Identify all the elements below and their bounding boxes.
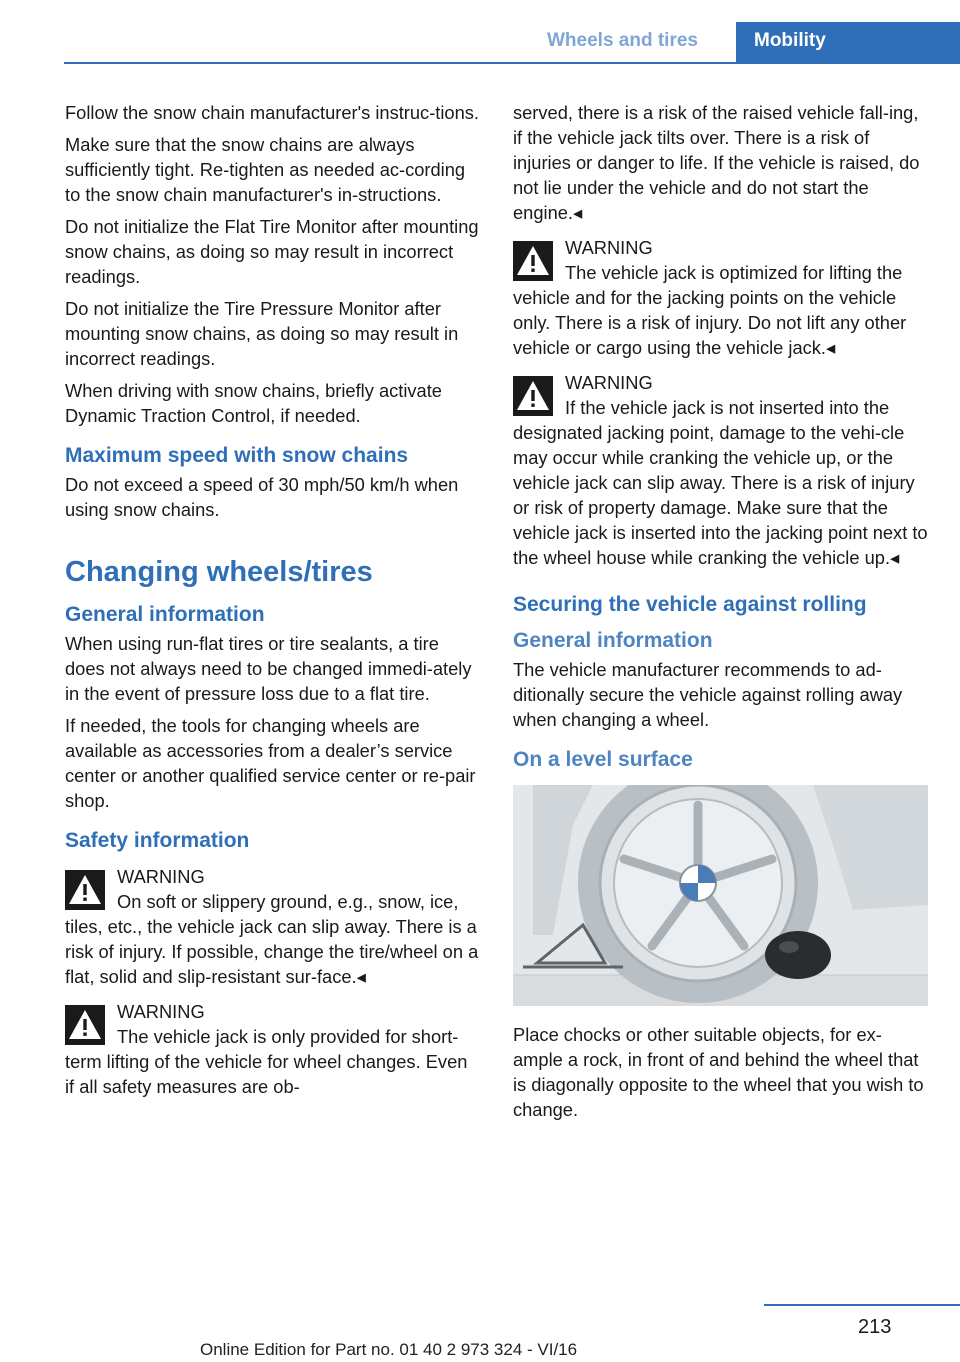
heading-max-speed: Maximum speed with snow chains <box>65 444 409 467</box>
heading-safety-information: Safety information <box>65 829 250 852</box>
warning-block <box>513 235 928 360</box>
paragraph: When using run-flat tires or tire sealants, a tire does not always need to be changed immedi-ately in the event of pressure loss due to a flat tire. <box>65 633 472 704</box>
heading-securing-vehicle: Securing the vehicle against rolling <box>513 593 867 616</box>
warning-block <box>513 370 928 570</box>
page-number: 213 <box>858 1316 892 1338</box>
warning-icon <box>65 870 105 910</box>
warning-text: The vehicle jack is optimized for lifting the vehicle and for the jacking points on the vehicle only. There is a risk of injury. Do not lift any other vehicle or cargo using the vehicle jack.◂ <box>513 262 907 358</box>
right-column <box>513 100 928 1129</box>
wheel-chock-illustration <box>513 785 928 1006</box>
heading-level-surface: On a level surface <box>513 748 693 771</box>
warning-label: WARNING <box>117 866 205 887</box>
warning-block <box>65 864 480 989</box>
paragraph: Do not exceed a speed of 30 mph/50 km/h when using snow chains. <box>65 474 459 520</box>
header-section-title: Wheels and tires <box>547 30 698 51</box>
paragraph: Do not initialize the Flat Tire Monitor after mounting snow chains, as doing so may result in incorrect readings. <box>65 216 479 287</box>
warning-text: If the vehicle jack is not inserted into the designated jacking point, damage to the vehi-cle may occur while cranking the vehicle up, or the vehicle jack can slip away. There is a risk of injury or risk of property damage. Make sure that the vehicle jack is inserted into the jacking point next to the wheel house while cranking the vehicle up.◂ <box>513 397 928 568</box>
left-column <box>65 100 480 1107</box>
heading-general-information: General information <box>65 603 265 626</box>
warning-icon <box>513 376 553 416</box>
footer-rule <box>764 1304 960 1306</box>
warning-icon <box>513 241 553 281</box>
footer-edition: Online Edition for Part no. 01 40 2 973 324 - VI/16 <box>200 1340 578 1359</box>
wheel-illustration-svg <box>513 785 928 1006</box>
paragraph: Make sure that the snow chains are always sufficiently tight. Re-tighten as needed ac-cording to the snow chain manufacturer's in-structions. <box>65 134 466 205</box>
paragraph: Place chocks or other suitable objects, for ex-ample a rock, in front of and behind the wheel that is diagonally opposite to the wheel that you wish to change. <box>513 1024 924 1120</box>
warning-label: WARNING <box>117 1001 205 1022</box>
paragraph: When driving with snow chains, briefly activate Dynamic Traction Control, if needed. <box>65 380 442 426</box>
paragraph: Follow the snow chain manufacturer's instruc-tions. <box>65 102 479 123</box>
warning-block <box>65 999 480 1099</box>
warning-icon <box>65 1005 105 1045</box>
header-rule <box>64 62 960 64</box>
paragraph: The vehicle manufacturer recommends to ad-ditionally secure the vehicle against rolling away when changing a wheel. <box>513 659 903 730</box>
header-chapter-tab <box>736 22 960 63</box>
warning-text: The vehicle jack is only provided for short-term lifting of the vehicle for wheel changes. Even if all safety measures are ob- <box>65 1026 468 1097</box>
heading-general-information: General information <box>513 629 713 652</box>
header-chapter-label: Mobility <box>754 30 826 51</box>
paragraph: If needed, the tools for changing wheels are available as accessories from a dealer’s service center or another qualified service center or re-pair shop. <box>65 715 476 811</box>
warning-label: WARNING <box>565 237 653 258</box>
paragraph: served, there is a risk of the raised vehicle fall-ing, if the vehicle jack tilts over. There is a risk of injuries or danger to life. If the vehicle is raised, do not lie under the vehicle and do not start the engine.◂ <box>513 102 920 223</box>
heading-changing-wheels: Changing wheels/tires <box>65 556 373 588</box>
warning-label: WARNING <box>565 372 653 393</box>
paragraph: Do not initialize the Tire Pressure Monitor after mounting snow chains, as doing so may result in incorrect readings. <box>65 298 459 369</box>
warning-text: On soft or slippery ground, e.g., snow, ice, tiles, etc., the vehicle jack can slip away. There is a risk of injury. If possible, change the tire/wheel on a flat, solid and slip-resistant sur-face.◂ <box>65 891 479 987</box>
